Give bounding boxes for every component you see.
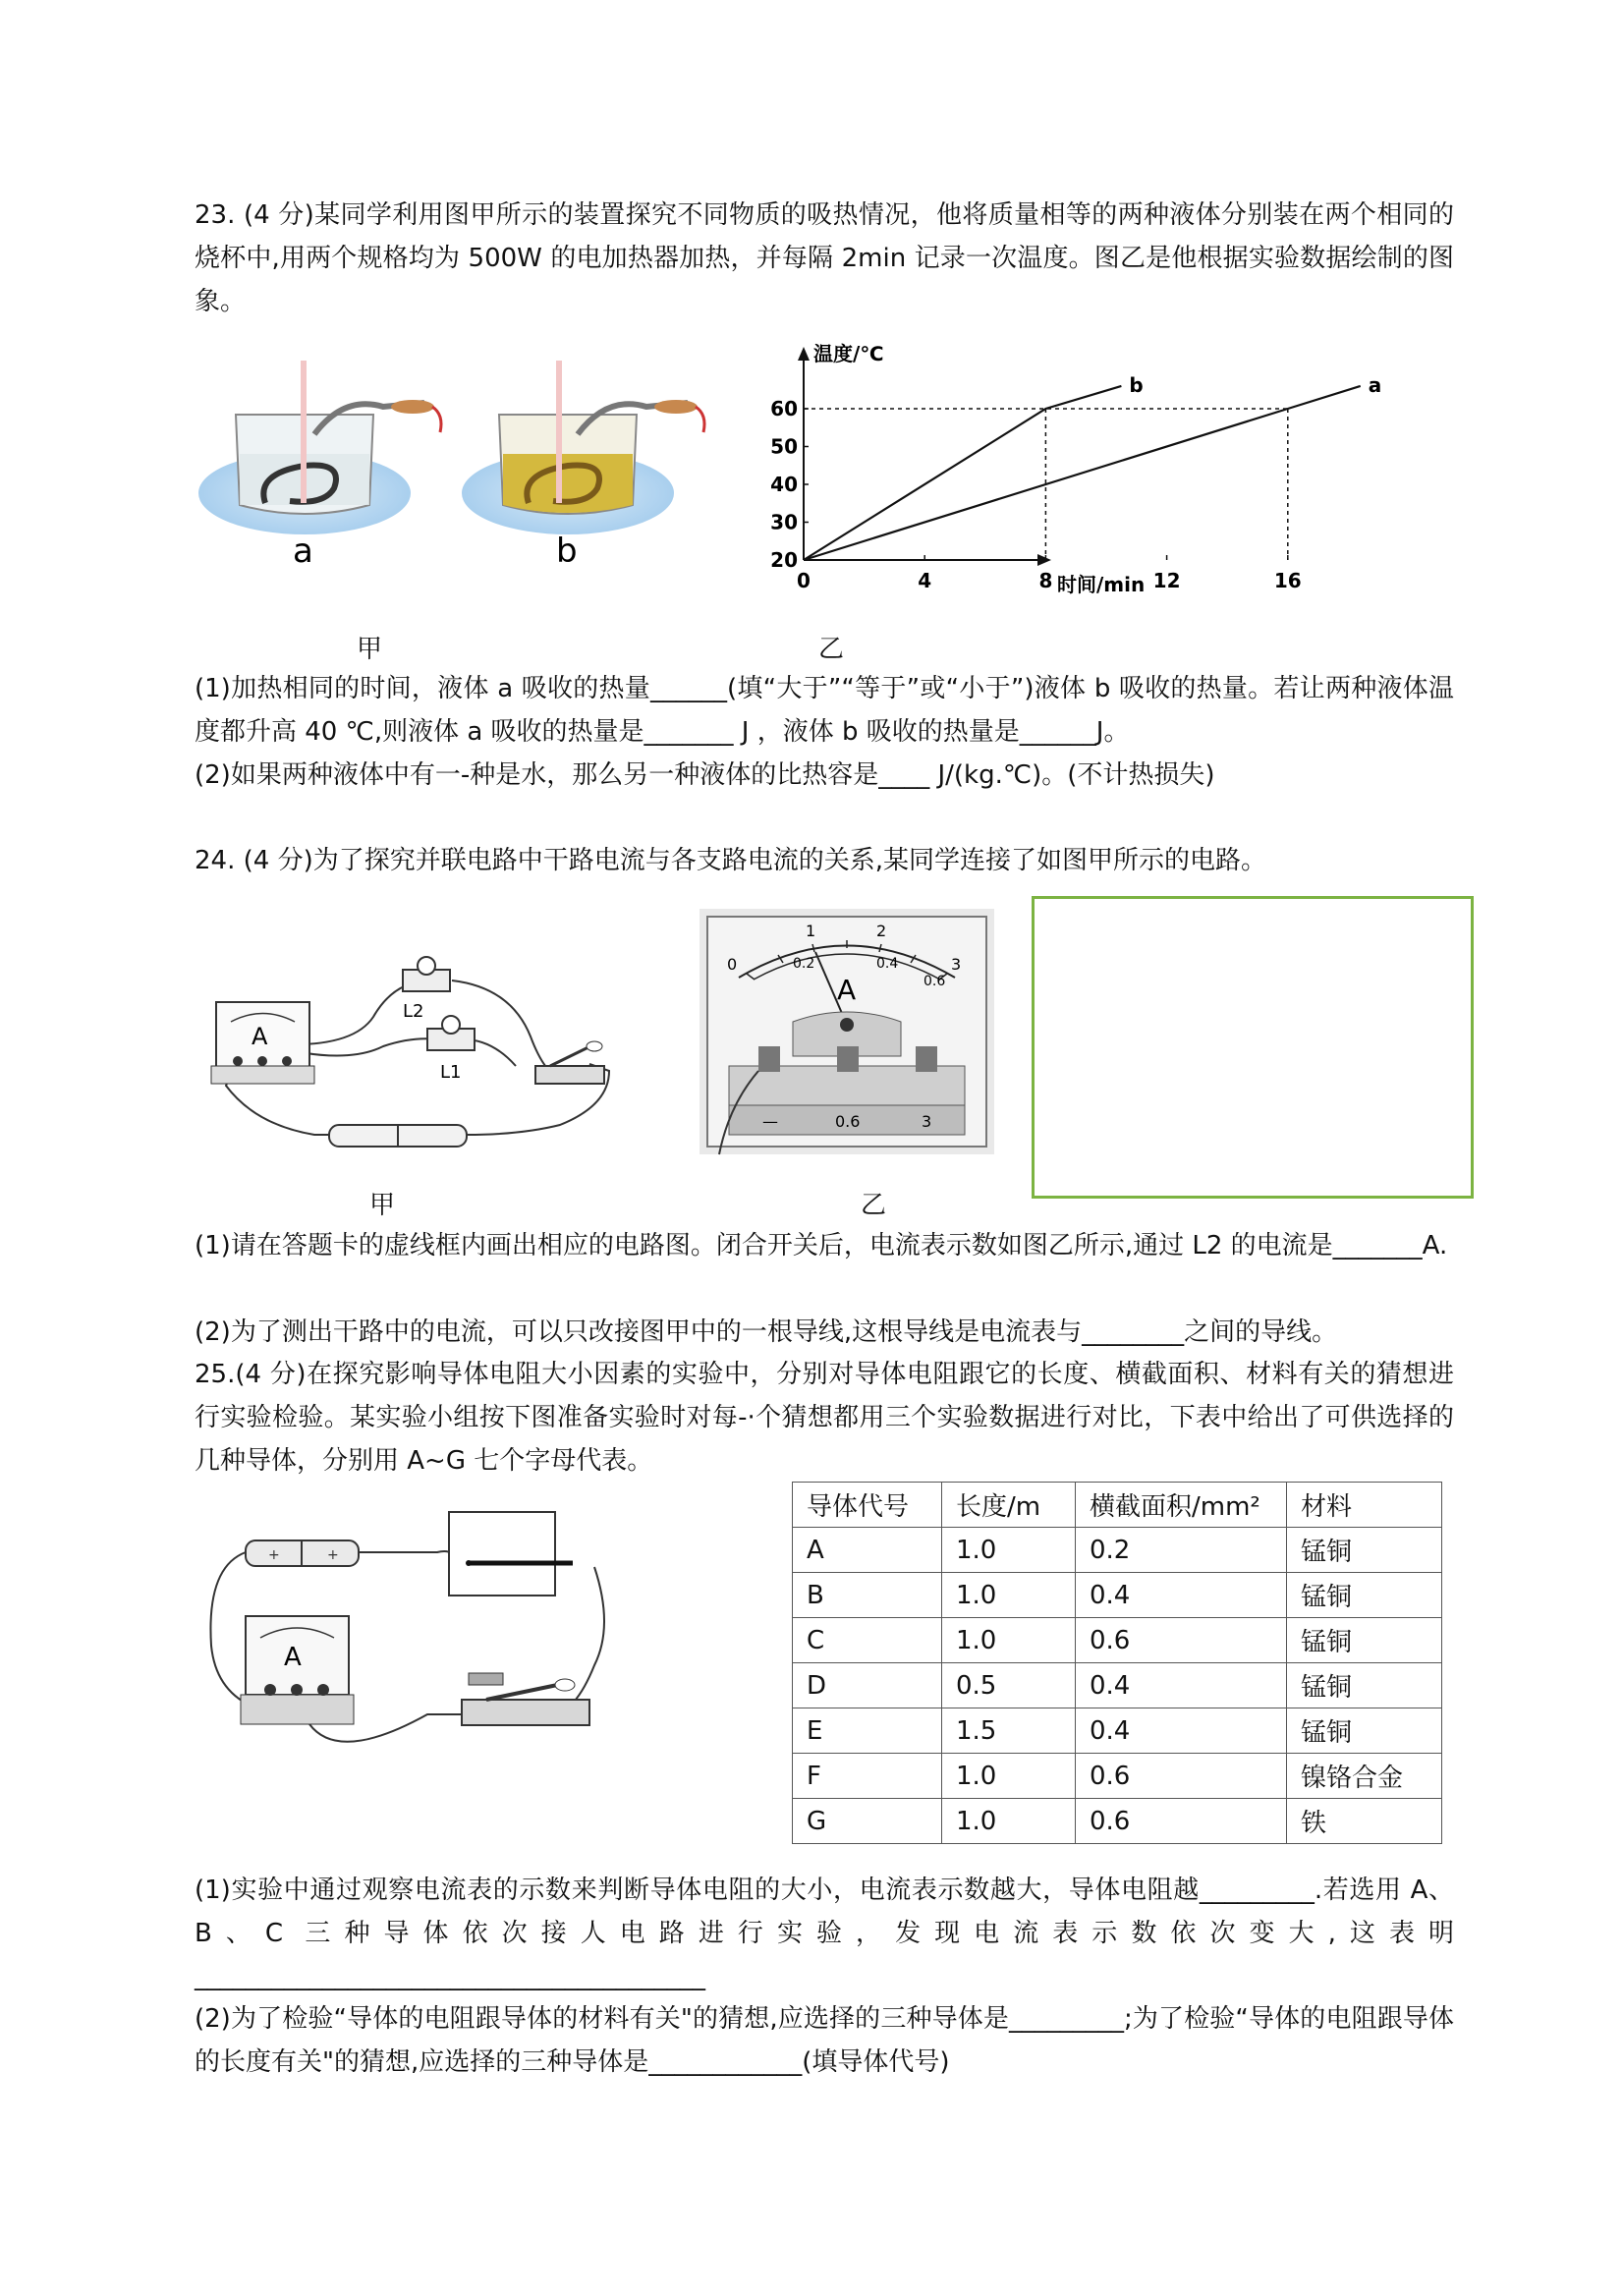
table-cell: 锰铜 <box>1287 1618 1442 1663</box>
q23-intro: 23. (4 分)某同学利用图甲所示的装置探究不同物质的吸热情况，他将质量相等的两种液体分别装在两个相同的烧杯中,用两个规格均为 500W 的电加热器加热，并每隔 2min 记录一次温度。图乙是他根据实验数据绘制的图象。 <box>195 200 1454 316</box>
dial-top-0: 0 <box>727 955 738 974</box>
dial-top-2: 2 <box>876 922 887 940</box>
table-cell: 锰铜 <box>1287 1573 1442 1618</box>
ammeter-letter: A <box>252 1023 268 1050</box>
table-cell: 锰铜 <box>1287 1528 1442 1573</box>
series-circuit-figure <box>201 1508 614 1764</box>
table-cell: 0.4 <box>1076 1708 1287 1754</box>
q24-caption-jia: 甲 <box>369 1191 396 1220</box>
table-row <box>793 1618 1442 1663</box>
switch-icon <box>462 1673 589 1725</box>
table-cell: E <box>793 1708 942 1754</box>
table-row <box>793 1708 1442 1754</box>
y-axis-arrow <box>798 347 810 361</box>
lamp-L2-icon <box>403 957 450 1022</box>
temperature-time-chart <box>756 339 1382 604</box>
q24-part2: (2)为了测出干路中的电流，可以只改接图甲中的一根导线,这根导线是电流表与________之间的导线。 <box>195 1317 1338 1347</box>
label-L2: L2 <box>403 1001 424 1022</box>
table-cell: F <box>793 1754 942 1799</box>
ammeter-icon <box>241 1616 354 1724</box>
chart-axes <box>798 347 1051 566</box>
y-tick-label: 40 <box>770 473 798 496</box>
chart-series <box>804 373 1381 560</box>
dial-bottom-06: 0.6 <box>923 974 946 989</box>
table-cell: 导体代号 <box>793 1483 942 1528</box>
q24-caption-yi: 乙 <box>861 1191 887 1220</box>
x-tick-label: 4 <box>918 569 932 592</box>
q23-caption-jia: 甲 <box>357 635 383 664</box>
dial-bottom-04: 0.4 <box>876 956 899 972</box>
conductor-holder-icon <box>449 1512 573 1596</box>
battery-icon <box>329 1125 467 1147</box>
chart-x-axis-label: 时间/min <box>1057 573 1146 596</box>
x-tick-label: 12 <box>1152 569 1181 592</box>
table-cell: 0.4 <box>1076 1573 1287 1618</box>
dial-letter: A <box>837 974 857 1006</box>
conductor-table-body <box>793 1483 1442 1844</box>
svg-text:+: + <box>268 1547 280 1563</box>
table-row <box>793 1754 1442 1799</box>
x-tick-label: 16 <box>1273 569 1302 592</box>
x-axis-arrow <box>1037 554 1051 566</box>
table-cell: 1.0 <box>942 1528 1076 1573</box>
chart-y-axis-label: 温度/℃ <box>813 342 884 365</box>
series-label-a: a <box>1368 372 1382 397</box>
x-tick-label: 8 <box>1038 569 1053 592</box>
q25-part1: (1)实验中通过观察电流表的示数来判断导体电阻的大小，电流表示数越大，导体电阻越_________.若选用 A、B、C 三种导体依次接人电路进行实验，发现电流表示数依次变大,这表明________________________________________ <box>195 1876 1454 1991</box>
y-tick-label: 20 <box>770 548 798 572</box>
table-cell: 0.2 <box>1076 1528 1287 1573</box>
table-cell: A <box>793 1528 942 1573</box>
battery-icon <box>246 1540 359 1566</box>
y-tick-label: 60 <box>770 397 798 420</box>
conductor-table <box>792 1482 1442 1844</box>
table-cell: 镍铬合金 <box>1287 1754 1442 1799</box>
x-tick-label: 0 <box>797 569 811 592</box>
table-cell: 材料 <box>1287 1483 1442 1528</box>
beakers-figure <box>196 356 747 591</box>
q23-part2: (2)如果两种液体中有一-种是水，那么另一种液体的比热容是____ J/(kg.℃)。(不计热损失) <box>195 760 1215 790</box>
dial-top-1: 1 <box>806 922 816 940</box>
y-tick-label: 50 <box>770 434 798 459</box>
switch-icon <box>535 1041 604 1084</box>
series-label-b: b <box>1129 372 1144 397</box>
table-row <box>793 1799 1442 1844</box>
ammeter-dial-figure <box>700 909 994 1154</box>
svg-text:+: + <box>327 1547 339 1563</box>
table-cell: 长度/m <box>942 1483 1076 1528</box>
dial-top-3: 3 <box>951 955 962 974</box>
table-header-row <box>793 1483 1442 1528</box>
table-cell: 0.6 <box>1076 1618 1287 1663</box>
table-cell: 1.0 <box>942 1754 1076 1799</box>
beaker-a <box>198 361 441 571</box>
table-cell: C <box>793 1618 942 1663</box>
q23-part1: (1)加热相同的时间，液体 a 吸收的热量______(填“大于”“等于”或“小于”)液体 b 吸收的热量。若让两种液体温度都升高 40 ℃,则液体 a 吸收的热量是_______ J ，液体 b 吸收的热量是______J。 <box>195 674 1454 747</box>
series-line-a <box>804 386 1361 560</box>
lamp-L1-icon <box>427 1016 475 1083</box>
chart-tick-labels <box>770 397 1302 592</box>
ammeter-icon <box>211 1002 314 1084</box>
table-cell: 0.4 <box>1076 1663 1287 1708</box>
terminal-3: 3 <box>922 1112 932 1131</box>
table-row <box>793 1528 1442 1573</box>
table-cell: 锰铜 <box>1287 1663 1442 1708</box>
terminal-minus: — <box>762 1112 778 1131</box>
label-L1: L1 <box>440 1062 462 1083</box>
beaker-b-label: b <box>556 532 578 571</box>
table-row <box>793 1573 1442 1618</box>
table-cell: 0.6 <box>1076 1799 1287 1844</box>
q24-part1: (1)请在答题卡的虚线框内画出相应的电路图。闭合开关后，电流表示数如图乙所示,通过 L2 的电流是_______A. <box>195 1231 1448 1260</box>
answer-box <box>1032 896 1474 1199</box>
table-cell: 横截面积/mm² <box>1076 1483 1287 1528</box>
table-cell: D <box>793 1663 942 1708</box>
terminal-06: 0.6 <box>835 1112 861 1131</box>
table-cell: G <box>793 1799 942 1844</box>
q24-intro: 24. (4 分)为了探究并联电路中干路电流与各支路电流的关系,某同学连接了如图甲所示的电路。 <box>195 846 1266 875</box>
table-cell: 锰铜 <box>1287 1708 1442 1754</box>
series-line-b <box>804 386 1121 560</box>
table-cell: 铁 <box>1287 1799 1442 1844</box>
table-cell: 1.0 <box>942 1618 1076 1663</box>
beaker-b <box>462 361 704 571</box>
table-row <box>793 1663 1442 1708</box>
q25-intro: 25.(4 分)在探究影响导体电阻大小因素的实验中，分别对导体电阻跟它的长度、横截面积、材料有关的猜想进行实验检验。某实验小组按下图准备实验时对每-·个猜想都用三个实验数据进行对比，下表中给出了可供选择的几种导体，分别用 A~G 七个字母代表。 <box>195 1360 1454 1476</box>
q25-part2: (2)为了检验“导体的电阻跟导体的材料有关"的猜想,应选择的三种导体是_________;为了检验“导体的电阻跟导体的长度有关"的猜想,应选择的三种导体是____________(填导体代号) <box>195 2004 1454 2077</box>
table-cell: 1.0 <box>942 1573 1076 1618</box>
dial-bottom-02: 0.2 <box>793 956 815 972</box>
table-cell: 1.0 <box>942 1799 1076 1844</box>
parallel-circuit-figure <box>196 958 629 1174</box>
series-ammeter-letter: A <box>284 1643 302 1672</box>
beaker-a-label: a <box>293 532 313 571</box>
table-cell: 1.5 <box>942 1708 1076 1754</box>
q23-caption-yi: 乙 <box>818 635 845 664</box>
table-cell: B <box>793 1573 942 1618</box>
y-tick-label: 30 <box>770 510 798 534</box>
table-cell: 0.5 <box>942 1663 1076 1708</box>
table-cell: 0.6 <box>1076 1754 1287 1799</box>
